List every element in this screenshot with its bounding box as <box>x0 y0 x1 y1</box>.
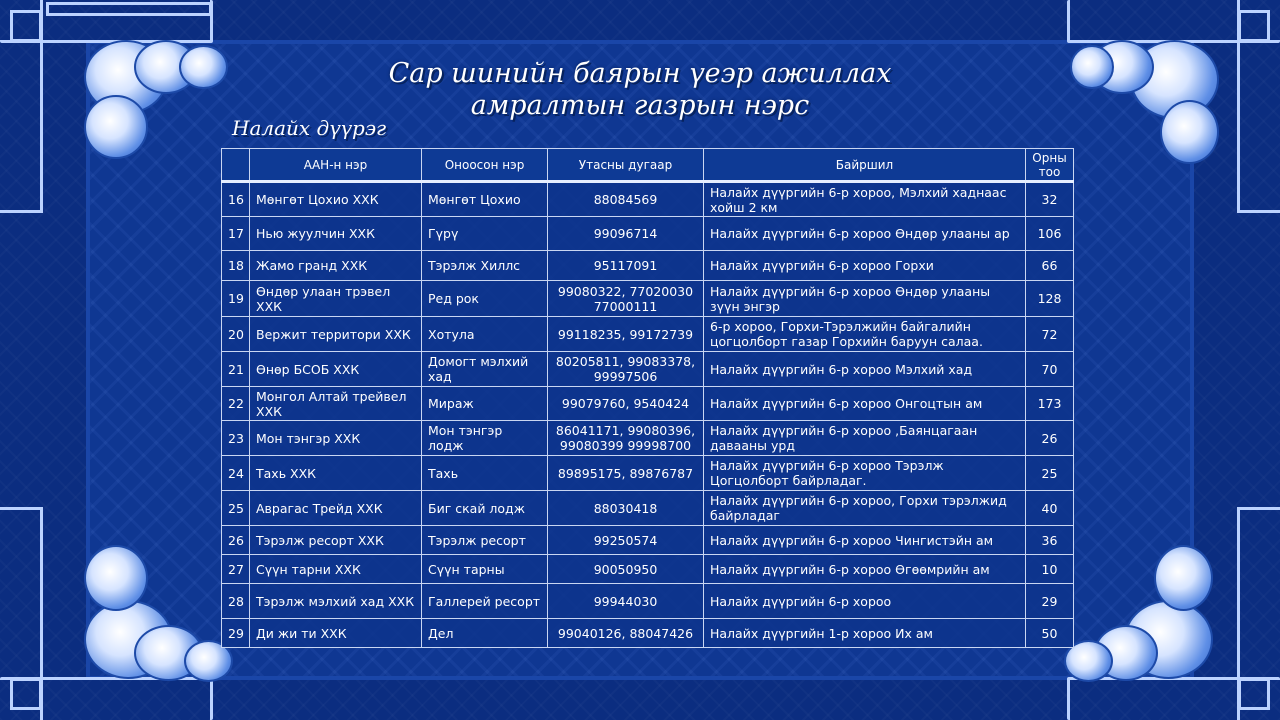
cell-location: Налайх дүүргийн 6-р хороо Тэрэлж Цогцолборт байрладаг. <box>704 456 1026 491</box>
cell-beds: 70 <box>1026 352 1074 387</box>
cell-name: Домогт мэлхий хад <box>422 352 548 387</box>
cell-company: Тэрэлж мэлхий хад ХХК <box>250 584 422 619</box>
resorts-table <box>221 148 1074 648</box>
cell-number: 18 <box>222 251 250 281</box>
cell-name: Гүрү <box>422 217 548 251</box>
cell-company: Сүүн тарни ХХК <box>250 555 422 584</box>
cell-name: Биг скай лодж <box>422 491 548 526</box>
cell-beds: 106 <box>1026 217 1074 251</box>
cell-beds: 10 <box>1026 555 1074 584</box>
table-row <box>222 217 1074 251</box>
cell-number: 24 <box>222 456 250 491</box>
cell-number: 21 <box>222 352 250 387</box>
cell-phone: 99096714 <box>548 217 704 251</box>
cell-number: 17 <box>222 217 250 251</box>
cell-location: Налайх дүүргийн 6-р хороо <box>704 584 1026 619</box>
table-row <box>222 584 1074 619</box>
cell-company: Мөнгөт Цохио ХХК <box>250 182 422 217</box>
cell-number: 20 <box>222 317 250 352</box>
header-name: Оноосон нэр <box>422 149 548 182</box>
title-line-1: Сар шинийн баярын үеэр ажиллах <box>388 58 892 89</box>
table-row <box>222 251 1074 281</box>
cell-number: 22 <box>222 387 250 421</box>
cell-location: Налайх дүүргийн 1-р хороо Их ам <box>704 619 1026 648</box>
cell-location: 6-р хороо, Горхи-Тэрэлжийн байгалийн цогцолборт газар Горхийн баруун салаа. <box>704 317 1026 352</box>
cell-location: Налайх дүүргийн 6-р хороо Өндөр улааны зүүн энгэр <box>704 281 1026 317</box>
cell-name: Дел <box>422 619 548 648</box>
cell-phone: 89895175, 89876787 <box>548 456 704 491</box>
cell-number: 27 <box>222 555 250 584</box>
cell-number: 28 <box>222 584 250 619</box>
cell-company: Нью жуулчин ХХК <box>250 217 422 251</box>
cell-name: Мон тэнгэр лодж <box>422 421 548 456</box>
title-line-2: амралтын газрын нэрс <box>470 90 810 121</box>
cell-phone: 95117091 <box>548 251 704 281</box>
cell-location: Налайх дүүргийн 6-р хороо Өндөр улааны ар <box>704 217 1026 251</box>
cell-name: Тэрэлж ресорт <box>422 526 548 555</box>
cell-beds: 173 <box>1026 387 1074 421</box>
cell-company: Жамо гранд ХХК <box>250 251 422 281</box>
cell-number: 25 <box>222 491 250 526</box>
cell-company: Аврагас Трейд ХХК <box>250 491 422 526</box>
table-row <box>222 491 1074 526</box>
cell-beds: 29 <box>1026 584 1074 619</box>
cell-beds: 25 <box>1026 456 1074 491</box>
cell-beds: 66 <box>1026 251 1074 281</box>
cell-company: Өнөр БСОБ ХХК <box>250 352 422 387</box>
cell-company: Ди жи ти ХХК <box>250 619 422 648</box>
table-row <box>222 182 1074 217</box>
table-row <box>222 555 1074 584</box>
cell-phone: 99080322, 77020030 77000111 <box>548 281 704 317</box>
header-beds: Орны тоо <box>1026 149 1074 182</box>
cell-phone: 99250574 <box>548 526 704 555</box>
table-row <box>222 456 1074 491</box>
table-row <box>222 421 1074 456</box>
header-number <box>222 149 250 182</box>
cloud-ornament-bottom-left <box>84 545 234 680</box>
cell-location: Налайх дүүргийн 6-р хороо Онгоцтын ам <box>704 387 1026 421</box>
cloud-ornament-top-left <box>84 40 234 170</box>
cell-number: 26 <box>222 526 250 555</box>
cell-location: Налайх дүүргийн 6-р хороо, Мэлхий хаднаас хойш 2 км <box>704 182 1026 217</box>
cell-location: Налайх дүүргийн 6-р хороо Чингистэйн ам <box>704 526 1026 555</box>
cell-company: Мон тэнгэр ХХК <box>250 421 422 456</box>
cell-number: 23 <box>222 421 250 456</box>
cell-location: Налайх дүүргийн 6-р хороо Горхи <box>704 251 1026 281</box>
cell-name: Ред рок <box>422 281 548 317</box>
cell-location: Налайх дүүргийн 6-р хороо Мэлхий хад <box>704 352 1026 387</box>
table-row <box>222 317 1074 352</box>
table-header-row <box>222 149 1074 182</box>
cell-name: Хотула <box>422 317 548 352</box>
cell-location: Налайх дүүргийн 6-р хороо ,Баянцагаан давааны урд <box>704 421 1026 456</box>
page-title <box>330 58 950 122</box>
cell-company: Тахь ХХК <box>250 456 422 491</box>
cell-number: 19 <box>222 281 250 317</box>
cell-phone: 86041171, 99080396, 99080399 99998700 <box>548 421 704 456</box>
cell-number: 16 <box>222 182 250 217</box>
cell-number: 29 <box>222 619 250 648</box>
cloud-ornament-bottom-right <box>1064 545 1214 680</box>
cell-beds: 50 <box>1026 619 1074 648</box>
cell-phone: 90050950 <box>548 555 704 584</box>
cell-company: Вержит территори ХХК <box>250 317 422 352</box>
cell-phone: 88030418 <box>548 491 704 526</box>
cell-location: Налайх дүүргийн 6-р хороо, Горхи тэрэлжид байрладаг <box>704 491 1026 526</box>
header-company: ААН-н нэр <box>250 149 422 182</box>
cell-beds: 40 <box>1026 491 1074 526</box>
header-location: Байршил <box>704 149 1026 182</box>
table-row <box>222 352 1074 387</box>
cell-name: Мираж <box>422 387 548 421</box>
cell-name: Мөнгөт Цохио <box>422 182 548 217</box>
header-phone: Утасны дугаар <box>548 149 704 182</box>
district-heading: Налайх дүүрэг <box>232 116 387 140</box>
table-row <box>222 387 1074 421</box>
cell-name: Галлерей ресорт <box>422 584 548 619</box>
cell-phone: 80205811, 99083378, 99997506 <box>548 352 704 387</box>
cell-beds: 26 <box>1026 421 1074 456</box>
table-row <box>222 281 1074 317</box>
cell-name: Тахь <box>422 456 548 491</box>
table-row <box>222 619 1074 648</box>
cell-company: Монгол Алтай трейвел ХХК <box>250 387 422 421</box>
cloud-ornament-top-right <box>1070 40 1220 170</box>
cell-company: Өндөр улаан трэвел ХХК <box>250 281 422 317</box>
cell-location: Налайх дүүргийн 6-р хороо Өгөөмрийн ам <box>704 555 1026 584</box>
cell-beds: 36 <box>1026 526 1074 555</box>
cell-name: Сүүн тарны <box>422 555 548 584</box>
cell-beds: 72 <box>1026 317 1074 352</box>
cell-company: Тэрэлж ресорт ХХК <box>250 526 422 555</box>
cell-beds: 128 <box>1026 281 1074 317</box>
cell-phone: 88084569 <box>548 182 704 217</box>
cell-phone: 99079760, 9540424 <box>548 387 704 421</box>
cell-phone: 99118235, 99172739 <box>548 317 704 352</box>
cell-phone: 99040126, 88047426 <box>548 619 704 648</box>
cell-phone: 99944030 <box>548 584 704 619</box>
cell-name: Тэрэлж Хиллс <box>422 251 548 281</box>
table-row <box>222 526 1074 555</box>
cell-beds: 32 <box>1026 182 1074 217</box>
